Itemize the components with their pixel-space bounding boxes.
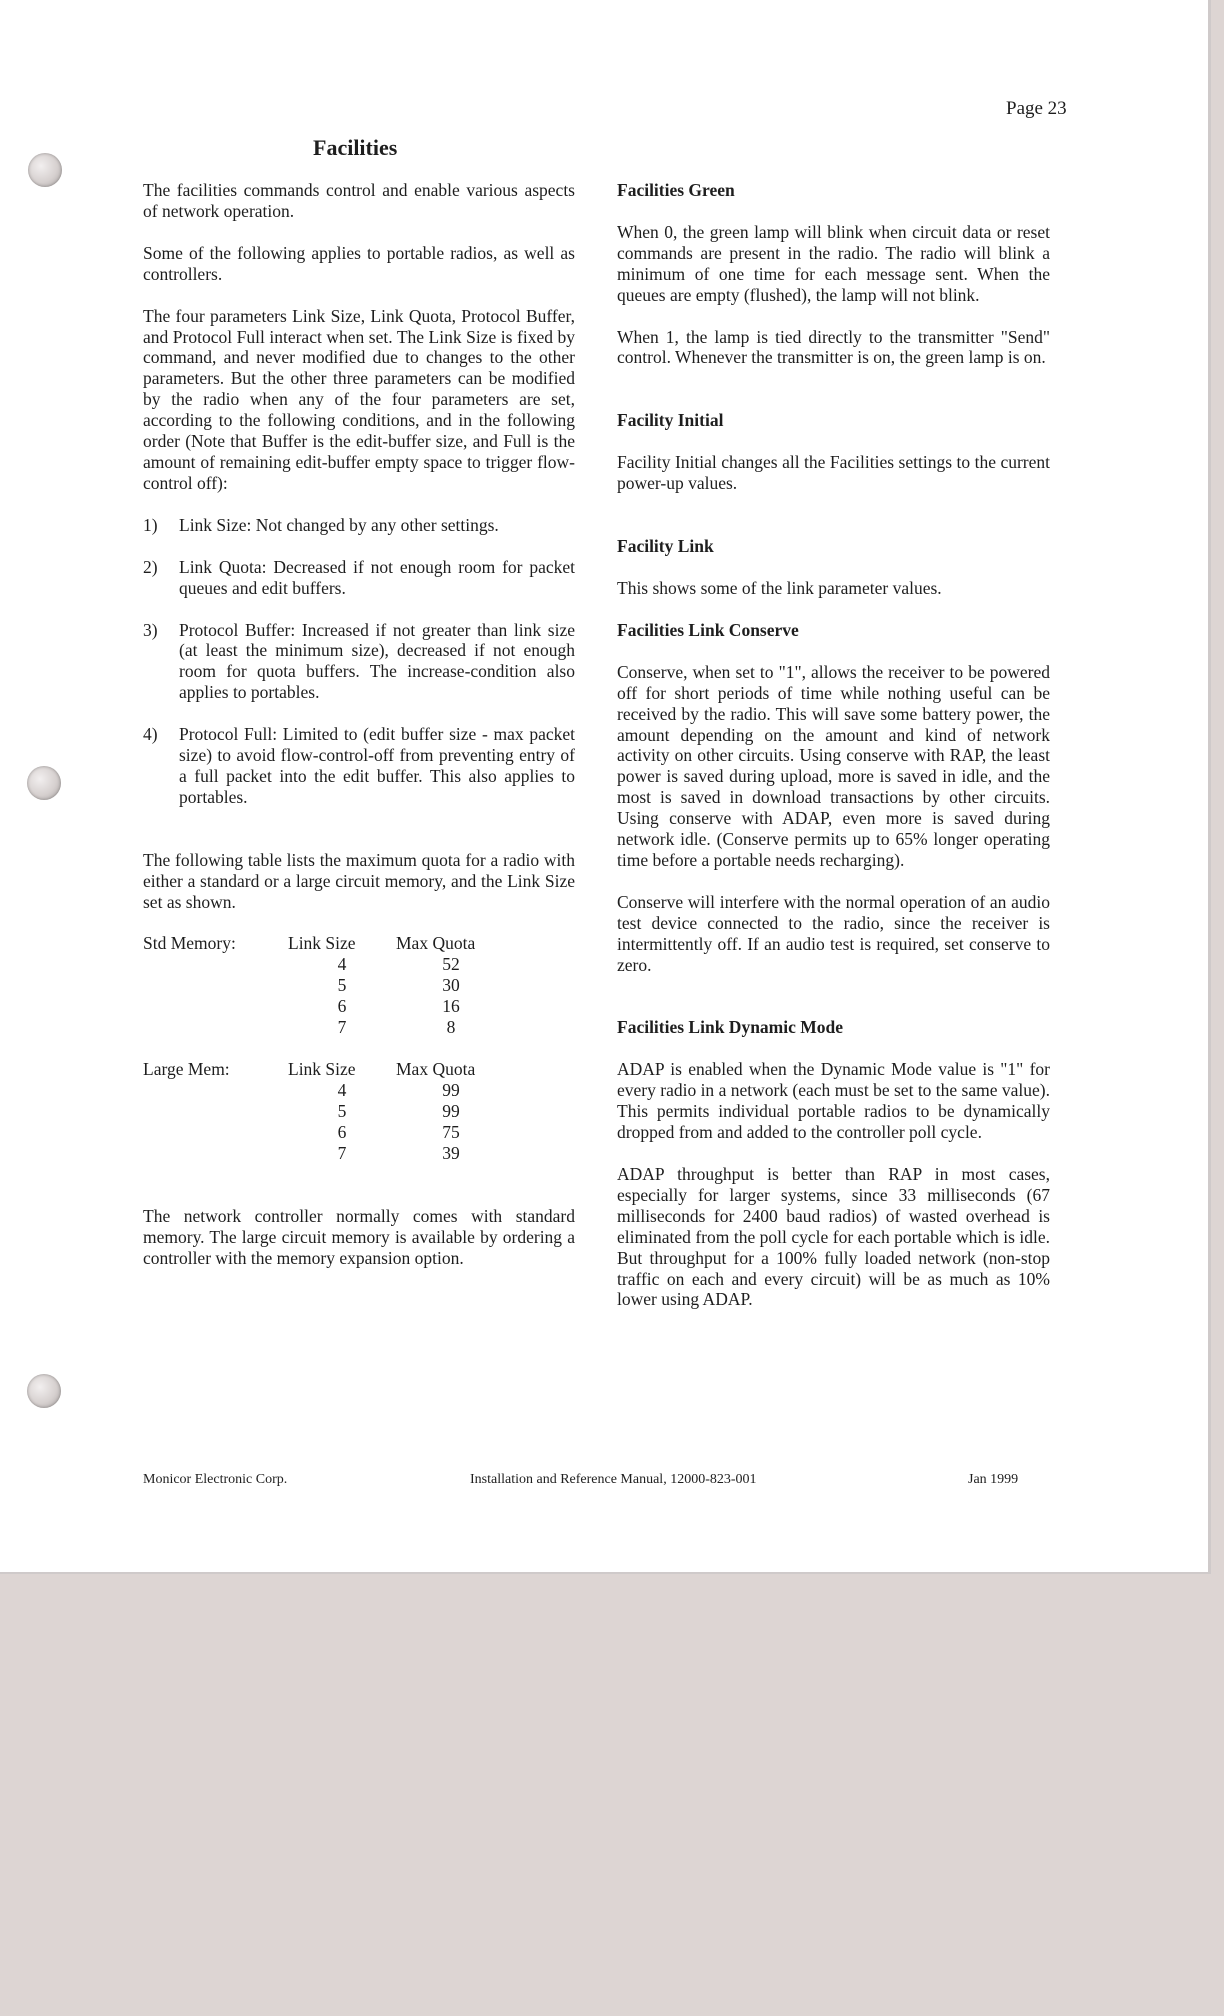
table-cell: 39 <box>442 1143 460 1164</box>
dynamic-paragraph-2: ADAP throughput is better than RAP in most cases, especially for larger systems, since 33 milliseconds (67 milliseconds for 2400 baud radios) of wasted overhead is eliminated from the poll cycle for each portable which is idle. But throughput for a 100% fully loaded network (non-stop traffic on each and every circuit) will be as much as 10% lower using ADAP. <box>617 1164 1050 1310</box>
list-item <box>143 515 575 536</box>
table-label: Large Mem: <box>143 1059 230 1080</box>
column-header: Link Size <box>288 1059 356 1080</box>
binder-hole-middle <box>27 766 61 800</box>
left-column <box>143 180 575 1269</box>
list-item <box>143 620 575 704</box>
table-cell: 7 <box>337 1017 347 1038</box>
table-cell: 75 <box>442 1122 460 1143</box>
table-cell: 16 <box>442 996 460 1017</box>
column-header: Max Quota <box>396 933 476 954</box>
intro-paragraph: The facilities commands control and enable various aspects of network operation. <box>143 180 575 221</box>
table-cell: 99 <box>442 1080 460 1101</box>
std-memory-table <box>143 933 575 1038</box>
table-cell: 5 <box>337 975 347 996</box>
link-paragraph: This shows some of the link parameter values. <box>617 577 942 598</box>
section-heading-link: Facility Link <box>617 536 714 557</box>
list-text: Link Quota: Decreased if not enough room for packet queues and edit buffers. <box>179 556 575 598</box>
binder-hole-top <box>28 153 62 187</box>
column-header: Link Size <box>288 933 356 954</box>
green-paragraph-1: When 0, the green lamp will blink when circuit data or reset commands are present in the radio. The radio will blink a minimum of one time for each message sent. When the queues are empty (flushed), the lamp will not blink. <box>617 221 1050 305</box>
table-cell: 4 <box>337 954 347 975</box>
table-intro-paragraph: The following table lists the maximum quota for a radio with either a standard or a large circuit memory, and the Link Size set as shown. <box>143 849 575 912</box>
list-text: Link Size: Not changed by any other settings. <box>179 514 499 535</box>
page-number: Page 23 <box>1006 98 1067 119</box>
table-cell: 4 <box>337 1080 347 1101</box>
closing-paragraph: The network controller normally comes with standard memory. The large circuit memory is available by ordering a controller with the memory expansion option. <box>143 1206 575 1269</box>
binder-hole-bottom <box>27 1374 61 1408</box>
table-label: Std Memory: <box>143 933 236 954</box>
table-cell: 30 <box>442 975 460 996</box>
parameters-paragraph: The four parameters Link Size, Link Quota, Protocol Buffer, and Protocol Full interact when set. The Link Size is fixed by command, and never modified due to changes to the other parameters. But the other three parameters can be modified by the radio when any of the four parameters are set, according to the following conditions, and in the following order (Note that Buffer is the edit-buffer size, and Full is the amount of remaining edit-buffer empty space to trigger flow-control off): <box>143 305 575 493</box>
column-header: Max Quota <box>396 1059 476 1080</box>
table-cell: 6 <box>337 996 347 1017</box>
list-number: 1) <box>143 514 158 535</box>
dynamic-paragraph-1: ADAP is enabled when the Dynamic Mode value is "1" for every radio in a network (each must be set to the same value). This permits individual portable radios to be dynamically dropped from and added to the controller poll cycle. <box>617 1059 1050 1143</box>
large-memory-table <box>143 1059 575 1164</box>
right-column <box>617 180 1050 1310</box>
list-text: Protocol Full: Limited to (edit buffer size - max packet size) to avoid flow-control-off from preventing entry of a full packet into the edit buffer. This also applies to portables. <box>179 724 575 807</box>
list-item <box>143 724 575 808</box>
green-paragraph-2: When 1, the lamp is tied directly to the transmitter "Send" control. Whenever the transmitter is on, the green lamp is on. <box>617 326 1050 368</box>
table-cell: 52 <box>442 954 460 975</box>
footer-company: Monicor Electronic Corp. <box>143 1472 288 1487</box>
page-title: Facilities <box>313 135 398 160</box>
table-cell: 7 <box>337 1143 347 1164</box>
table-cell: 8 <box>446 1017 456 1038</box>
list-number: 3) <box>143 619 158 640</box>
portable-note-paragraph: Some of the following applies to portable radios, as well as controllers. <box>143 242 575 284</box>
list-item <box>143 557 575 599</box>
table-cell: 5 <box>337 1101 347 1122</box>
footer-date: Jan 1999 <box>968 1472 1019 1487</box>
table-cell: 6 <box>337 1122 347 1143</box>
list-number: 2) <box>143 556 158 577</box>
section-heading-initial: Facility Initial <box>617 410 724 431</box>
section-heading-green: Facilities Green <box>617 180 735 200</box>
conserve-paragraph-1: Conserve, when set to "1", allows the receiver to be powered off for short periods of time while nothing useful can be received by the radio. This will save some battery power, the amount depending on the amount and kind of network activity on other circuits. Using conserve with RAP, the least power is saved during upload, more is saved in idle, and the most is saved in download transactions by other circuits. Using conserve with ADAP, even more is saved during network idle. (Conserve permits up to 65% longer operating time before a portable needs recharging). <box>617 661 1050 870</box>
conserve-paragraph-2: Conserve will interfere with the normal operation of an audio test device connected to the radio, since the receiver is intermittently off. If an audio test is required, set conserve to zero. <box>617 891 1050 975</box>
list-text: Protocol Buffer: Increased if not greater than link size (at least the minimum size), decreased if not enough room for quota buffers. The increase-condition also applies to portables. <box>179 619 575 703</box>
list-number: 4) <box>143 724 158 745</box>
table-cell: 99 <box>442 1101 460 1122</box>
footer-manual-title: Installation and Reference Manual, 12000-823-001 <box>470 1472 757 1487</box>
initial-paragraph: Facility Initial changes all the Facilities settings to the current power-up values. <box>617 452 1050 494</box>
section-heading-conserve: Facilities Link Conserve <box>617 619 799 640</box>
section-heading-dynamic-mode: Facilities Link Dynamic Mode <box>617 1017 844 1038</box>
